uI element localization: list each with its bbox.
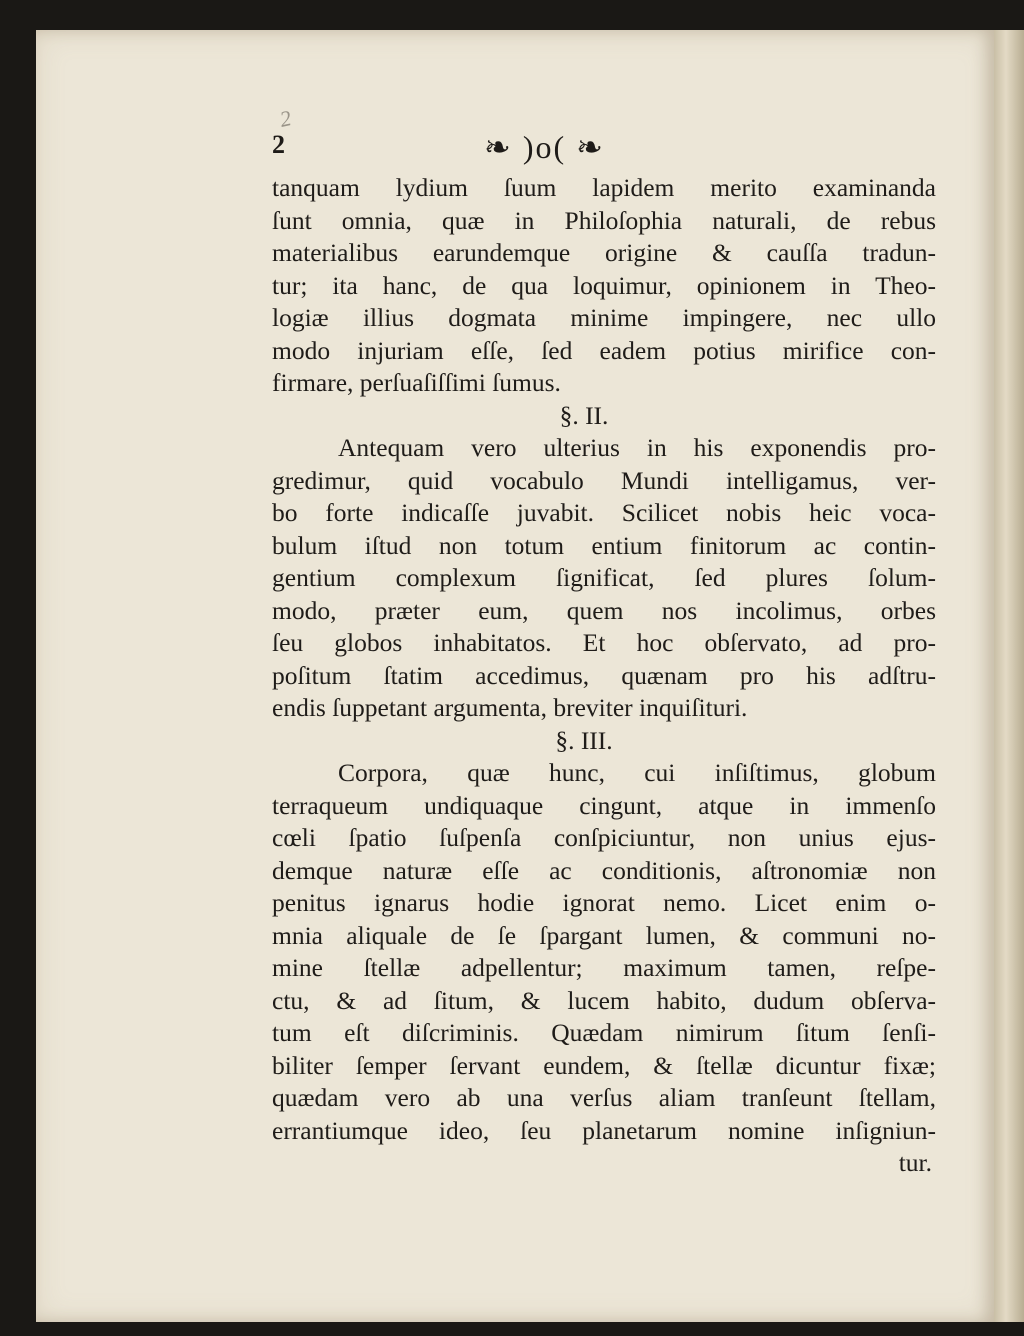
catchword: tur.: [898, 1148, 932, 1177]
text-line: ſeu globos inhabitatos. Et hoc obſervato, ad pro-: [272, 628, 936, 657]
section-heading-3: §. III.: [555, 725, 613, 755]
text-line: mine ſtellæ adpellentur; maximum tamen, reſpe-: [272, 953, 936, 982]
text-line: logiæ illius dogmata minime impingere, nec ullo: [272, 303, 936, 332]
text-line: mnia aliquale de ſe ſpargant lumen, & communi no-: [272, 920, 936, 950]
text-line: errantiumque ideo, ſeu planetarum nomine inſigniun-: [272, 1115, 936, 1145]
page-edge: [994, 30, 1024, 1322]
section-heading-2: §. II.: [559, 400, 609, 430]
text-line: demque naturæ eſſe ac conditionis, aſtronomiæ non: [272, 855, 936, 885]
text-line: Corpora, quæ hunc, cui inſiſtimus, globum: [338, 758, 936, 787]
header-ornament: ❧ )o( ❧: [484, 129, 605, 165]
text-line: cœli ſpatio ſuſpenſa conſpiciuntur, non unius ejus-: [272, 823, 936, 852]
text-line: tum eſt diſcriminis. Quædam nimirum ſitum ſenſi-: [272, 1018, 936, 1047]
running-header: [272, 128, 932, 170]
text-line: bo forte indicaſſe juvabit. Scilicet nobis heic voca-: [272, 498, 936, 527]
text-line: ctu, & ad ſitum, & lucem habito, dudum obſerva-: [272, 985, 936, 1015]
text-line: poſitum ſtatim accedimus, quænam pro his adſtru-: [272, 660, 936, 690]
text-line: gentium complexum ſignificat, ſed plures ſolum-: [272, 563, 936, 592]
text-line: terraqueum undiquaque cingunt, atque in immenſo: [272, 790, 936, 820]
text-line: Antequam vero ulterius in his exponendis pro-: [338, 433, 936, 462]
text-line: gredimur, quid vocabulo Mundi intelligamus, ver-: [272, 465, 936, 495]
page-number: 2: [272, 130, 285, 159]
text-line: quædam vero ab una verſus aliam tranſeunt ſtellam,: [272, 1083, 936, 1112]
text-line: endis ſuppetant argumenta, breviter inquiſituri.: [272, 693, 748, 722]
body-text: [272, 172, 936, 1180]
text-line: materialibus earundemque origine & cauſſa tradun-: [272, 238, 936, 267]
text-line: modo injuriam eſſe, ſed eadem potius mirifice con-: [272, 335, 936, 365]
text-line: modo, præter eum, quem nos incolimus, orbes: [272, 595, 936, 625]
text-line: firmare, perſuaſiſſimi ſumus.: [272, 368, 561, 397]
text-line: tur; ita hanc, de qua loquimur, opinionem in Theo-: [272, 270, 936, 300]
text-line: ſunt omnia, quæ in Philoſophia naturali, de rebus: [272, 205, 936, 235]
text-line: penitus ignarus hodie ignorat nemo. Licet enim o-: [272, 888, 936, 917]
text-line: biliter ſemper ſervant eundem, & ſtellæ dicuntur fixæ;: [272, 1050, 936, 1080]
text-line: tanquam lydium ſuum lapidem merito examinanda: [272, 173, 936, 202]
pencil-mark: 2: [277, 105, 294, 132]
text-line: bulum iſtud non totum entium finitorum ac contin-: [272, 530, 936, 560]
